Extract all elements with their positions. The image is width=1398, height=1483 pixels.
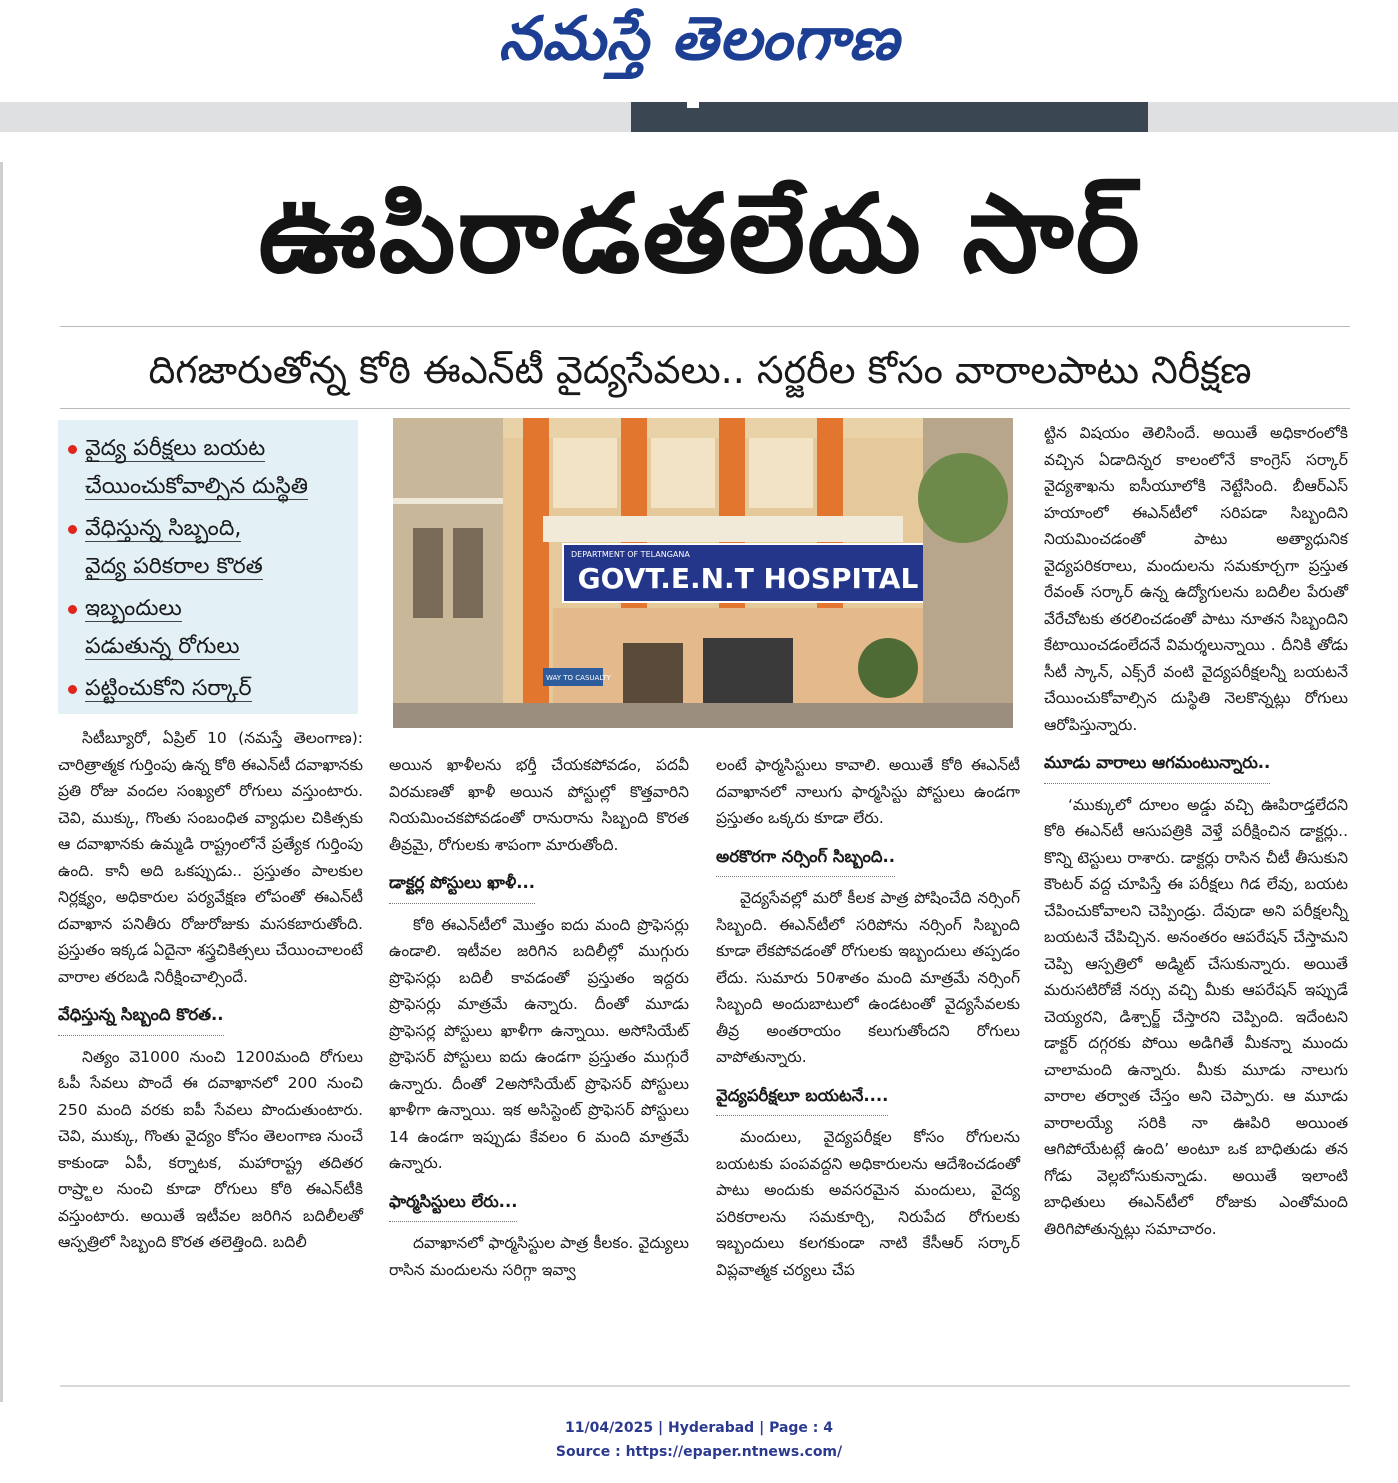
article-paragraph: నిత్యం వె1000 నుంచి 1200మంది రోగులు ఓపీ సేవలు పొందే ఈ దవాఖానలో 200 నుంచి 250 మంది వరకు ఐపీ సేవలు పొందుతుంటారు. చెవి, ముక్కు, గొంతు వైద్యం కోసం తెలంగాణ నుంచే కాకుండా ఏపీ, కర్నాటక, మహారాష్ట్ర తదితర రాష్ర్టాల నుంచి కూడా రోగులు కోఠి ఈఎన్‌టీకి వస్తుంటారు. అయితే ఇటీవల జరిగిన బదిలీలతో ఆస్పత్రిలో సిబ్బంది కొరత తలెత్తింది. బదిలీ (58, 1047, 363, 1251)
highlight-text: వైద్య పరికరాల కొరత (85, 554, 263, 579)
highlight-text: వేధిస్తున్న సిబ్బంది, (85, 516, 242, 541)
footer-source-link[interactable]: Source : https://epaper.ntnews.com/ (555, 1444, 843, 1460)
article-column-2 (389, 752, 689, 1283)
casualty-sign: WAY TO CASUALTY (546, 674, 611, 682)
article-paragraph: ‘ముక్కులో దూలం అడ్డు వచ్చి ఊపిరాడ్తలేదని కోఠి ఈఎన్‌టీ ఆసుపత్రికి వెళ్తే పరీక్షించిన డాక్టర్లు.. కొన్ని టెస్టులు రాశారు. డాక్టర్లు రాసిన చీటీ తీసుకుని కౌంటర్‌ వద్ద చూపిస్తే ఈ పరీక్షలు గిడ లేవు, బయట చేపించుకోవాలని చెప్పిండ్రు. దేవుడా అని పరీక్షలన్నీ బయటనే చేపిచ్చిన. అనంతరం ఆపరేషన్‌ చేస్తామని చెప్పి ఆస్పత్రిలో అడ్మిట్‌ చేసుకున్నారు. అయితే మరుసటిరోజే నర్సు వచ్చి మీకు ఆపరేషన్‌ ఇప్పుడే చెయ్యరని, డిశ్చార్జ్‌ చేస్తారని చెప్పింది. ఇదేంటని డాక్టర్‌ దగ్గరకు పోయి అడిగితే మీకన్నా ముందు చాలామంది ఉన్నారు. మీకు మూడు నాలుగు వారాల తర్వాత చేస్తం అని చెప్పారు. ఆ మూడు వారాలయ్యే సరికి నా ఊపిరి అయింత ఆగిపోయేటట్లే ఉంది’ అంటూ ఒక బాధితుడు తన గోడు వెల్లబోసుకున్నాడు. అయితే ఇలాంటి బాధితులు ఈఎన్‌టీలో రోజుకు ఎంతోమంది తిరిగిపోతున్నట్లు సమాచారం. (1044, 795, 1348, 1238)
section-subheading: వేధిస్తున్న సిబ్బంది కొరత.. (58, 992, 224, 1036)
subheadline: దిగజారుతోన్న కోఠి ఈఎన్‌టీ వైద్యసేవలు.. సర్జరీల కోసం వారాలపాటు నిరీక్షణ (148, 348, 1252, 392)
highlight-text: వైద్య పరీక్షలు బయట (85, 436, 266, 461)
article-paragraph: వైద్యసేవల్లో మరో కీలక పాత్ర పోషించేది నర్సింగ్‌ సిబ్బంది. ఈఎన్‌టీలో సరిపోను నర్సింగ్‌ సిబ్బంది కూడా లేకపోవడంతో రోగులకు ఇబ్బందులు తప్పడం లేదు. సుమారు 50శాతం మంది మాత్రమే నర్సింగ్‌ సిబ్బంది అందుబాటులో ఉండటంతో వైద్యసేవలకు తీవ్ర అంతరాయం కలుగుతోందని రోగులు వాపోతున్నారు. (716, 889, 1020, 1066)
left-border (0, 162, 3, 1402)
section-subheading: అరకొరగా నర్సింగ్‌ సిబ్బంది.. (716, 834, 895, 878)
highlight-item (68, 590, 240, 666)
bullet-icon (68, 445, 77, 454)
article-column-3 (716, 752, 1020, 1283)
section-subheading: ఫార్మసిస్టులు లేరు... (389, 1179, 517, 1223)
highlight-text: ఇబ్బందులు (85, 596, 182, 621)
subheadline-rule (60, 408, 1350, 409)
article-column-4 (1044, 420, 1348, 1242)
article-paragraph: లంటే ఫార్మసిస్టులు కావాలి. అయితే కోఠి ఈఎన్‌టీ దవాఖానలో నాలుగు ఫార్మసిస్టు పోస్టులు ఉండగా ప్రస్తుతం ఒక్కరు కూడా లేరు. (716, 756, 1020, 827)
masthead (0, 0, 1398, 100)
article-paragraph: కోఠి ఈఎన్‌టీలో మొత్తం ఐదు మంది ప్రొఫెసర్లు ఉండాలి. ఇటీవల జరిగిన బదిలీల్లో ముగ్గురు ప్రొఫెసర్లు బదిలీ కావడంతో ప్రస్తుతం ఇద్దరు ప్రొఫెసర్లు మాత్రమే ఉన్నారు. దీంతో మూడు ప్రొఫెసర్ల పోస్టులు ఖాళీగా ఉన్నాయి. అసోసియేట్‌ ప్రొఫెసర్‌ పోస్టులు ఐదు ఉండగా ప్రస్తుతం ముగ్గురే ఉన్నారు. దీంతో 2అసోసియేట్‌ ప్రొఫెసర్‌ పోస్టులు ఖాళీగా ఉన్నాయి. ఇక అసిస్టెంట్‌ ప్రొఫెసర్‌ పోస్టులు 14 ఉండగా ఇప్పుడు కేవలం 6 మంది మాత్రమే ఉన్నారు. (389, 915, 689, 1172)
article-paragraph: దవాఖానలో ఫార్మసిస్టుల పాత్ర కీలకం. వైద్యులు రాసిన మందులను సరిగ్గా ఇవ్వా (389, 1234, 689, 1279)
headline-rule (60, 326, 1350, 327)
highlight-text: పట్టించుకోని సర్కార్‌ (85, 676, 252, 701)
hospital-photo (393, 418, 1013, 728)
section-subheading: డాక్టర్ల పోస్టులు ఖాళీ... (389, 860, 535, 904)
hospital-illustration (393, 418, 1013, 728)
sign-small-text: DEPARTMENT OF TELANGANA (571, 550, 690, 559)
article-column-1 (58, 725, 363, 1256)
article-paragraph: అయిన ఖాళీలను భర్తీ చేయకపోవడం, పదవీ విరమణతో ఖాళీ అయిన పోస్టుల్లో కొత్తవారిని నియమించకపోవడంతో రానురాను సిబ్బంది కొరత తీవ్రమై, రోగులకు శాపంగా మారుతోంది. (389, 756, 689, 854)
highlight-item (68, 510, 263, 586)
bottom-rule (60, 1385, 1350, 1387)
footer-date-page: 11/04/2025 | Hyderabad | Page : 4 (564, 1420, 834, 1436)
highlight-text: పడుతున్న రోగులు (85, 634, 240, 659)
highlight-item (68, 430, 308, 506)
article-paragraph: మందులు, వైద్యపరీక్షల కోసం రోగులను బయటకు పంపవద్దని అధికారులను ఆదేశించడంతో పాటు అందుకు అవసరమైన మందులు, వైద్య పరికరాలను సమకూర్చి, నిరుపేద రోగులకు ఇబ్బందులు కలగకుండా నాటి కేసీఆర్‌ సర్కార్‌ విప్లవాత్మక చర్యలు చేప (716, 1128, 1020, 1279)
section-subheading: వైద్యపరీక్షలూ బయటనే.... (716, 1073, 888, 1117)
newspaper-logo: నమస్తే తెలంగాణ (498, 4, 900, 74)
highlights-box (58, 420, 358, 714)
section-subheading: మూడు వారాలు ఆగమంటున్నారు.. (1044, 740, 1270, 784)
highlight-text: చేయించుకోవాల్సిన దుస్థితి (85, 474, 308, 499)
header-band-dark (631, 102, 1148, 132)
headline: ఊపిరాడతలేదు సార్‌ (258, 172, 1142, 297)
header-band-mark (687, 102, 699, 108)
hospital-sign-text: GOVT.E.N.T HOSPITAL (577, 562, 919, 595)
bullet-icon (68, 525, 77, 534)
article-paragraph: ట్టిన విషయం తెలిసిందే. అయితే అధికారంలోకి వచ్చిన ఏడాదిన్నర కాలంలోనే కాంగ్రెస్‌ సర్కార్‌ వైద్యశాఖను ఐసీయూలోకి నెట్టేసింది. బీఆర్‌ఎస్‌ హయాంలో ఈఎన్‌టీలో సరిపడా సిబ్బందిని నియమించడంతో పాటు అత్యాధునిక వైద్యపరికరాలు, మందులను సమకూర్చగా ప్రస్తుత రేవంత్‌ సర్కార్‌ ఉన్న ఉద్యోగులను బదిలీల పేరుతో వేరేచోటకు తరలించడంతో పాటు నూతన సిబ్బందిని కేటాయించడంలేదనే విమర్శలున్నాయి . దీనికి తోడు సీటీ స్కాన్‌, ఎక్స్‌రే వంటి వైద్యపరీక్షలన్నీ బయటనే చేయించుకోవాల్సిన దుస్థితి నెలకొన్నట్లు రోగులు ఆరోపిస్తున్నారు. (1044, 424, 1348, 734)
bullet-icon (68, 605, 77, 614)
bullet-icon (68, 685, 77, 694)
highlight-item (68, 670, 252, 708)
article-paragraph: సిటీబ్యూరో, ఏప్రిల్‌ 10 (నమస్తే తెలంగాణ): చారిత్రాత్మక గుర్తింపు ఉన్న కోఠి ఈఎన్‌టీ దవాఖానకు ప్రతి రోజు వందల సంఖ్యలో రోగులు వస్తుంటారు. చెవి, ముక్కు, గొంతు సంబంధిత వ్యాధుల చికిత్సకు ఆ దవాఖానకు ఉమ్మడి రాష్ట్రంలోనే ప్రత్యేక గుర్తింపు ఉంది. కానీ అది ఒకప్పుడు.. ప్రస్తుతం పాలకుల నిర్లక్ష్యం, అధికారుల పర్యవేక్షణ లోపంతో ఈఎన్‌టీ దవాఖాన పనితీరు రోజురోజుకు మసకబారుతోంది. ప్రస్తుతం ఇక్కడ ఏదైనా శస్త్రచికిత్సలు చేయించాలంటే వారాల తరబడి నిరీక్షించాల్సిందే. (58, 729, 363, 986)
